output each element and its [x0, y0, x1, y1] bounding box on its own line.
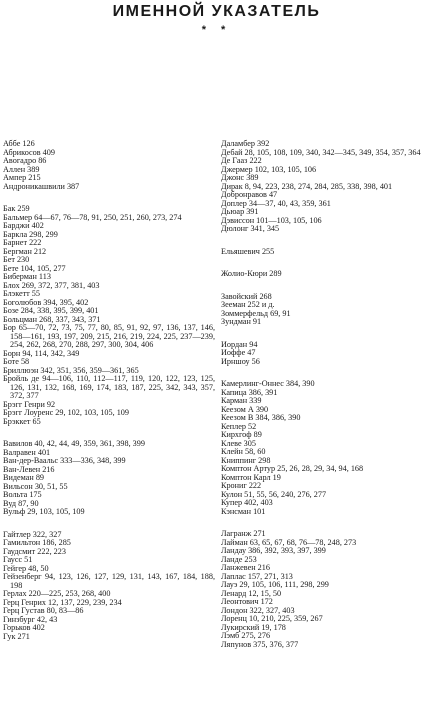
letter-group [221, 270, 433, 279]
letter-group [221, 248, 433, 257]
index-entry: Аббе 126 [3, 139, 35, 148]
letter-group [221, 530, 433, 649]
index-entry: Бор 65—70, 72, 73, 75, 77, 80, 85, 91, 92, 97, 136, 137, 146, 158—161, 193, 197, 209, 215, 216, 219, 224, 225, 237—239, 254, 262, 268, 270, 288, 297, 300, 304, 406 [3, 323, 215, 349]
index-entry: Кирхгоф 89 [221, 430, 262, 439]
index-entry: Леонтович 172 [221, 597, 273, 606]
index-entry: Вульф 29, 103, 105, 109 [3, 507, 85, 516]
index-entry: Карман 339 [221, 396, 262, 405]
index-entry: Валравен 401 [3, 447, 51, 457]
index-entry: Бройль де 94—106, 110, 112—117, 119, 120, 122, 123, 125, 126, 131, 132, 168, 169, 174, 183, 187, 225, 342, 343, 357, 372, 377 [3, 374, 215, 400]
index-entry: Брэгг Лоуренс 29, 102, 103, 105, 109 [3, 408, 129, 417]
index-entry: Иоффе 47 [221, 348, 256, 357]
index-entry: Авогадро 86 [3, 156, 47, 165]
index-entry: Лагранж 271 [221, 529, 266, 538]
index-entry: Вильсон 30, 51, 55 [3, 481, 68, 491]
index-entry: Вольта 175 [3, 490, 42, 499]
index-entry: Вуд 87, 90 [3, 498, 39, 508]
index-entry: Ван-дер-Ваальс 333—336, 348, 399 [3, 456, 126, 465]
index-entry: Завойский 268 [221, 291, 272, 301]
index-entry: Кеезом В 384, 386, 390 [221, 413, 301, 422]
index-entry: Ляпунов 375, 376, 377 [221, 639, 299, 649]
index-entry: Кэнсман 101 [221, 506, 266, 516]
index-entry: Клейн 58, 60 [221, 447, 266, 456]
index-entry: Ампер 215 [3, 173, 41, 182]
index-entry: Джонс 389 [221, 173, 259, 182]
index-entry: Барнет 222 [3, 238, 42, 247]
index-entry: Доплер 34—37, 40, 43, 359, 361 [221, 198, 331, 208]
index-entry: Блэкетт 55 [3, 289, 40, 298]
page-title: ИМЕННОЙ УКАЗАТЕЛЬ [112, 3, 321, 20]
index-entry: Дэвиссон 101—103, 105, 106 [221, 215, 322, 225]
index-entry: Боте 58 [3, 357, 30, 366]
index-entry: Лаплас 157, 271, 313 [221, 571, 293, 581]
index-entry: Бет 230 [3, 255, 30, 264]
index-entry: Кеезом А 390 [221, 404, 269, 414]
index-entry: Больцман 268, 337, 343, 371 [3, 314, 101, 324]
index-entry: Герц Генрих 12, 137, 229, 239, 234 [3, 597, 122, 607]
index-entry: Герлах 220—225, 253, 268, 400 [3, 589, 111, 598]
index-entry: Ланде 253 [221, 554, 257, 564]
index-entry: Камерлинг-Оннес 384, 390 [221, 379, 315, 388]
index-entry: Ландау 386, 392, 393, 397, 399 [221, 546, 326, 555]
index-entry: Борн 94, 114, 342, 349 [3, 348, 80, 358]
index-entry: Лайман 63, 65, 67, 68, 76—78, 248, 273 [221, 537, 357, 547]
letter-group [221, 293, 433, 327]
letter-group [221, 341, 433, 367]
index-entry: Лоренц 10, 210, 225, 359, 267 [221, 614, 323, 623]
index-entry: Гайтлер 322, 327 [3, 529, 62, 539]
index-entry: Бергман 212 [3, 246, 47, 256]
index-entry: Лукирский 19, 178 [221, 622, 286, 632]
index-entry: Кулон 51, 55, 56, 240, 276, 277 [221, 489, 327, 499]
index-entry: Гук 271 [3, 631, 30, 641]
index-entry: Книппинг 298 [221, 455, 271, 465]
letter-group [3, 440, 215, 517]
index-entry: Аллен 389 [3, 164, 40, 174]
index-entry: Бак 259 [3, 204, 30, 213]
index-entry: Капица 386, 391 [221, 387, 278, 397]
index-entry: Бриллюэн 342, 351, 356, 359—361, 365 [3, 365, 139, 375]
letter-group [221, 380, 433, 516]
index-entry: Боголюбов 394, 395, 402 [3, 297, 89, 307]
index-entry: Вавилов 40, 42, 44, 49, 359, 361, 398, 399 [3, 439, 145, 448]
index-entry: Ирншоу 56 [221, 356, 260, 366]
index-entry: Зундман 91 [221, 317, 262, 326]
index-entry: Гамильтон 186, 285 [3, 538, 71, 547]
index-entry: Дьюар 391 [221, 207, 259, 216]
index-entry: Блох 269, 372, 377, 381, 403 [3, 280, 100, 290]
letter-group [3, 531, 215, 642]
index-entry: Комптон Карл 19 [221, 472, 281, 482]
index-entry: Зееман 252 и д. [221, 300, 275, 309]
index-entry: Дюлонг 341, 345 [221, 224, 280, 233]
index-entry: Кеплер 52 [221, 421, 257, 431]
index-entry: Купер 402, 403 [221, 498, 273, 507]
index-entry: Дебай 28, 105, 108, 109, 340, 342—345, 349, 354, 357, 364 [221, 147, 421, 157]
index-entry: Баркла 298, 299 [3, 229, 58, 239]
index-entry: Даламбер 392 [221, 139, 270, 148]
index-entry: Герц Густав 80, 83—86 [3, 606, 84, 615]
index-entry: Гейзенберг 94, 123, 126, 127, 129, 131, 143, 167, 184, 188, 198 [3, 572, 215, 590]
index-entry: Гаудсмит 222, 223 [3, 546, 66, 556]
index-entry: Джермер 102, 103, 105, 106 [221, 164, 317, 174]
index-entry: Бальмер 64—67, 76—78, 91, 250, 251, 260, 273, 274 [3, 212, 182, 222]
index-entry: Брэгг Генри 92 [3, 399, 56, 409]
right-column [221, 140, 433, 663]
index-entry: Горьков 402 [3, 623, 45, 632]
index-entry: Де Гааз 222 [221, 156, 262, 165]
index-entry: Андроникашвили 387 [3, 181, 80, 191]
index-entry: Ланжевен 216 [221, 563, 270, 572]
index-entry: Гинзбург 42, 43 [3, 614, 58, 624]
index-entry: Барджи 402 [3, 221, 44, 230]
index-entry: Клеве 305 [221, 438, 256, 448]
letter-group [3, 205, 215, 426]
index-entry: Гаусс 51 [3, 555, 33, 564]
index-entry: Бете 104, 105, 277 [3, 263, 66, 273]
index-entry: Добронравов 47 [221, 190, 278, 199]
index-entry: Ван-Левен 216 [3, 464, 55, 474]
index-entry: Видеман 89 [3, 473, 45, 482]
index-entry: Гейгер 48, 50 [3, 563, 49, 573]
index-entry: Комптон Артур 25, 26, 28, 29, 34, 94, 168 [221, 464, 364, 473]
index-entry: Биберман 113 [3, 272, 51, 281]
index-entry: Дирак 8, 94, 223, 238, 274, 284, 285, 338, 398, 401 [221, 181, 393, 191]
index-entry: Иордан 94 [221, 339, 258, 349]
letter-group [221, 140, 433, 234]
index-entry: Ельяшевич 255 [221, 246, 275, 256]
left-column [3, 140, 215, 655]
index-entry: Крониг 222 [221, 481, 262, 490]
index-entry: Лондон 322, 327, 403 [221, 605, 295, 615]
index-entry: Лэмб 275, 276 [221, 631, 271, 640]
index-entry: Бозе 284, 338, 395, 399, 401 [3, 306, 99, 315]
index-entry: Лауэ 29, 105, 106, 111, 298, 299 [221, 580, 329, 589]
index-entry: Ленард 12, 15, 50 [221, 588, 282, 598]
section-stars: * * [201, 24, 232, 36]
index-entry: Брэккет 65 [3, 416, 41, 426]
index-entry: Жолио-Кюри 289 [221, 269, 282, 278]
index-entry: Абрикосов 409 [3, 147, 55, 157]
letter-group [3, 140, 215, 191]
index-entry: Зоммерфельд 69, 91 [221, 308, 291, 318]
